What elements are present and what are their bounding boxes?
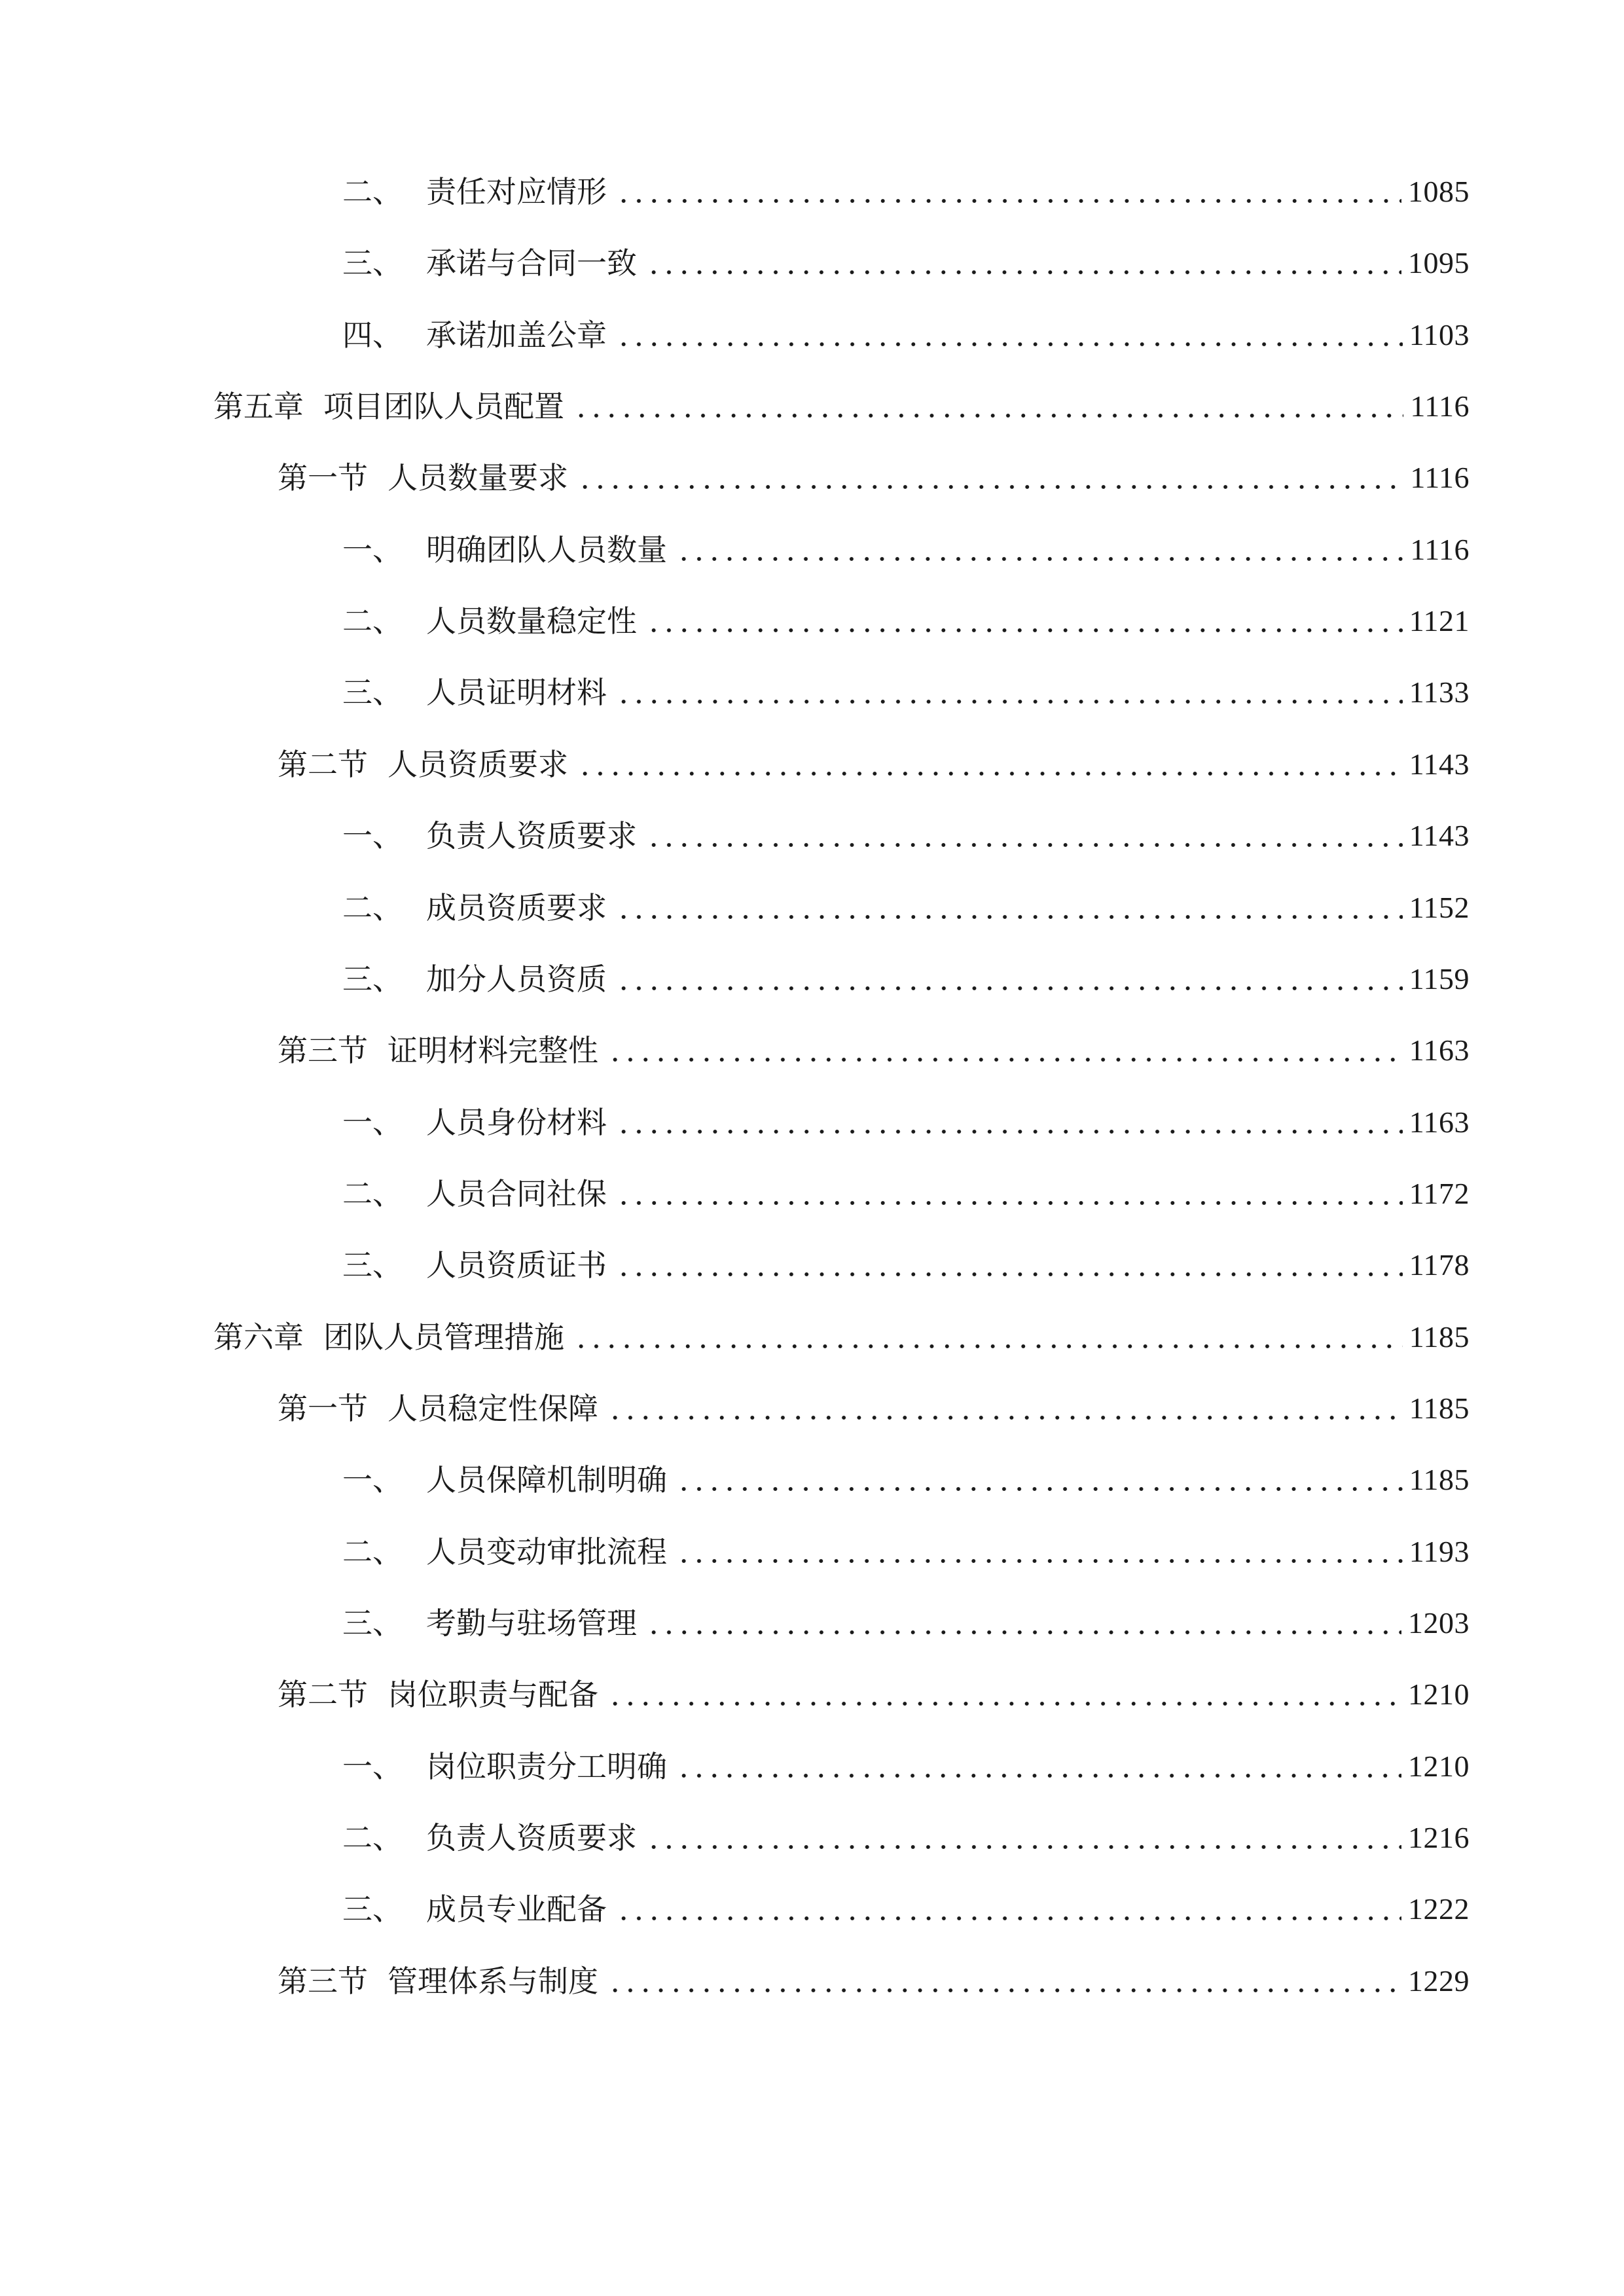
toc-entry[interactable]: [342, 882, 1470, 934]
toc-entry-number: 第五章: [213, 389, 304, 425]
toc-dot-leader: [676, 1487, 1403, 1491]
toc-entry[interactable]: [342, 666, 1470, 719]
toc-entry-title: 岗位职责分工明确: [426, 1748, 667, 1784]
toc-dot-leader: [607, 1058, 1403, 1062]
toc-entry-number: 第一节: [278, 460, 368, 496]
toc-entry-page-number: 1185: [1409, 1319, 1470, 1354]
toc-entry-title: 负责人资质要求: [426, 1820, 637, 1856]
toc-entry[interactable]: [342, 1526, 1470, 1578]
toc-entry-page-number: 1085: [1408, 175, 1470, 208]
toc-entry-number: 三、: [342, 1247, 403, 1283]
toc-entry[interactable]: [278, 1668, 1470, 1721]
toc-entry[interactable]: [342, 1168, 1470, 1220]
toc-entry-page-number: 1116: [1410, 461, 1470, 495]
toc-entry-page-number: 1210: [1408, 1749, 1470, 1783]
toc-entry-title: 人员资质要求: [388, 746, 568, 782]
toc-entry[interactable]: [278, 1955, 1470, 2007]
toc-entry-page-number: 1116: [1410, 389, 1470, 423]
toc-entry-title: 考勤与驻场管理: [426, 1605, 637, 1641]
toc-entry-title: 明确团队人员数量: [426, 531, 667, 567]
toc-entry-title: 人员证明材料: [426, 675, 607, 711]
toc-entry-page-number: 1210: [1408, 1677, 1470, 1712]
toc-entry[interactable]: [342, 953, 1470, 1005]
toc-entry-number: 四、: [342, 317, 403, 353]
toc-entry[interactable]: [342, 1239, 1470, 1291]
toc-entry-number: 二、: [342, 1820, 403, 1856]
toc-entry-page-number: 1178: [1409, 1248, 1470, 1282]
toc-entry-title: 人员保障机制明确: [426, 1462, 667, 1498]
toc-entry-page-number: 1121: [1409, 604, 1470, 638]
toc-entry-title: 岗位职责与配备: [388, 1677, 598, 1713]
toc-entry-page-number: 1152: [1409, 890, 1470, 924]
toc-entry-title: 证明材料完整性: [388, 1033, 598, 1069]
toc-entry-number: 第二节: [278, 1677, 368, 1713]
toc-dot-leader: [607, 1988, 1401, 1992]
toc-entry-title: 管理体系与制度: [388, 1963, 598, 1999]
toc-dot-leader: [676, 1774, 1401, 1778]
toc-entry-title: 负责人资质要求: [426, 818, 637, 854]
toc-entry-number: 一、: [342, 1104, 403, 1140]
toc-dot-leader: [577, 772, 1403, 776]
toc-entry-title: 人员合同社保: [426, 1175, 607, 1211]
toc-entry-title: 人员变动审批流程: [426, 1534, 667, 1570]
toc-entry[interactable]: [342, 1883, 1470, 1935]
toc-entry-page-number: 1163: [1409, 1033, 1470, 1067]
toc-dot-leader: [607, 1416, 1403, 1420]
toc-entry[interactable]: [278, 1382, 1470, 1435]
toc-entry-number: 第一节: [278, 1390, 368, 1426]
toc-dot-leader: [607, 1702, 1401, 1706]
toc-entry[interactable]: [278, 1024, 1470, 1077]
toc-dot-leader: [616, 915, 1403, 919]
toc-entry[interactable]: [342, 237, 1470, 289]
toc-dot-leader: [616, 986, 1403, 990]
toc-entry[interactable]: [342, 309, 1470, 361]
toc-entry-page-number: 1103: [1409, 317, 1470, 351]
toc-entry-number: 第三节: [278, 1033, 368, 1069]
toc-dot-leader: [646, 1845, 1401, 1849]
toc-entry[interactable]: [342, 166, 1470, 218]
toc-entry-number: 二、: [342, 1534, 403, 1570]
toc-entry-page-number: 1133: [1409, 675, 1470, 709]
toc-entry-page-number: 1116: [1410, 532, 1470, 566]
toc-entry-title: 责任对应情形: [426, 174, 607, 209]
toc-dot-leader: [577, 485, 1403, 489]
toc-entry-number: 三、: [342, 961, 403, 997]
toc-entry-title: 人员资质证书: [426, 1247, 607, 1283]
toc-dot-leader: [646, 270, 1401, 274]
toc-entry-page-number: 1159: [1409, 961, 1470, 996]
toc-entry-title: 人员数量稳定性: [426, 603, 637, 639]
toc-entry-page-number: 1143: [1409, 819, 1470, 853]
toc-entry[interactable]: [213, 380, 1470, 433]
toc-entry-page-number: 1163: [1409, 1105, 1470, 1139]
toc-entry-title: 项目团队人员配置: [323, 389, 564, 425]
toc-entry[interactable]: [342, 1096, 1470, 1149]
toc-entry-number: 第二节: [278, 746, 368, 782]
toc-entry-number: 一、: [342, 1462, 403, 1498]
toc-dot-leader: [616, 1272, 1403, 1276]
toc-entry-number: 二、: [342, 603, 403, 639]
toc-entry[interactable]: [278, 738, 1470, 791]
toc-entry[interactable]: [342, 1454, 1470, 1506]
toc-entry[interactable]: [342, 1597, 1470, 1649]
toc-entry-page-number: 1193: [1409, 1534, 1470, 1568]
toc-entry[interactable]: [278, 452, 1470, 504]
toc-entry-page-number: 1185: [1409, 1463, 1470, 1497]
toc-entry-title: 承诺加盖公章: [426, 317, 607, 353]
toc-dot-leader: [616, 1201, 1403, 1205]
toc-dot-leader: [646, 1630, 1401, 1634]
toc-entry-number: 三、: [342, 675, 403, 711]
toc-dot-leader: [616, 342, 1403, 346]
toc-entry-title: 加分人员资质: [426, 961, 607, 997]
toc-entry-number: 第三节: [278, 1963, 368, 1999]
toc-entry-page-number: 1172: [1409, 1176, 1470, 1210]
toc-entry-title: 团队人员管理措施: [323, 1319, 564, 1355]
toc-entry[interactable]: [342, 1812, 1470, 1864]
toc-entry[interactable]: [342, 810, 1470, 862]
toc-dot-leader: [646, 843, 1403, 847]
toc-dot-leader: [616, 1916, 1401, 1920]
toc-dot-leader: [676, 557, 1403, 561]
toc-entry-title: 成员专业配备: [426, 1892, 607, 1928]
toc-entry-page-number: 1216: [1408, 1821, 1470, 1855]
toc-entry-title: 人员稳定性保障: [388, 1390, 598, 1426]
toc-dot-leader: [616, 199, 1401, 203]
toc-entry-page-number: 1229: [1408, 1964, 1470, 1998]
toc-dot-leader: [676, 1559, 1403, 1563]
toc-entry-page-number: 1222: [1408, 1892, 1470, 1926]
toc-entry-title: 成员资质要求: [426, 889, 607, 925]
toc-entry-title: 人员身份材料: [426, 1104, 607, 1140]
toc-dot-leader: [616, 1130, 1403, 1134]
toc-entry-number: 三、: [342, 1605, 403, 1641]
toc-entry-page-number: 1185: [1409, 1391, 1470, 1425]
toc-dot-leader: [616, 700, 1403, 704]
toc-dot-leader: [573, 414, 1403, 418]
toc-entry-number: 三、: [342, 245, 403, 281]
toc-entry-title: 人员数量要求: [388, 460, 568, 496]
toc-entry-page-number: 1143: [1409, 747, 1470, 781]
toc-entry[interactable]: [342, 524, 1470, 576]
toc-entry[interactable]: [342, 595, 1470, 647]
toc-entry-number: 一、: [342, 818, 403, 854]
toc-entry-title: 承诺与合同一致: [426, 245, 637, 281]
toc-entry-page-number: 1203: [1408, 1606, 1470, 1640]
toc-dot-leader: [646, 628, 1403, 632]
toc-dot-leader: [573, 1344, 1403, 1348]
toc-entry-number: 二、: [342, 174, 403, 209]
toc-entry-number: 二、: [342, 1175, 403, 1211]
toc-entry[interactable]: [213, 1311, 1470, 1363]
toc-entry-number: 第六章: [213, 1319, 304, 1355]
toc-entry-number: 二、: [342, 889, 403, 925]
toc-entry-page-number: 1095: [1408, 246, 1470, 280]
toc-entry-number: 三、: [342, 1892, 403, 1928]
toc-entry-number: 一、: [342, 1748, 403, 1784]
toc-entry-number: 一、: [342, 531, 403, 567]
toc-entry[interactable]: [342, 1740, 1470, 1793]
